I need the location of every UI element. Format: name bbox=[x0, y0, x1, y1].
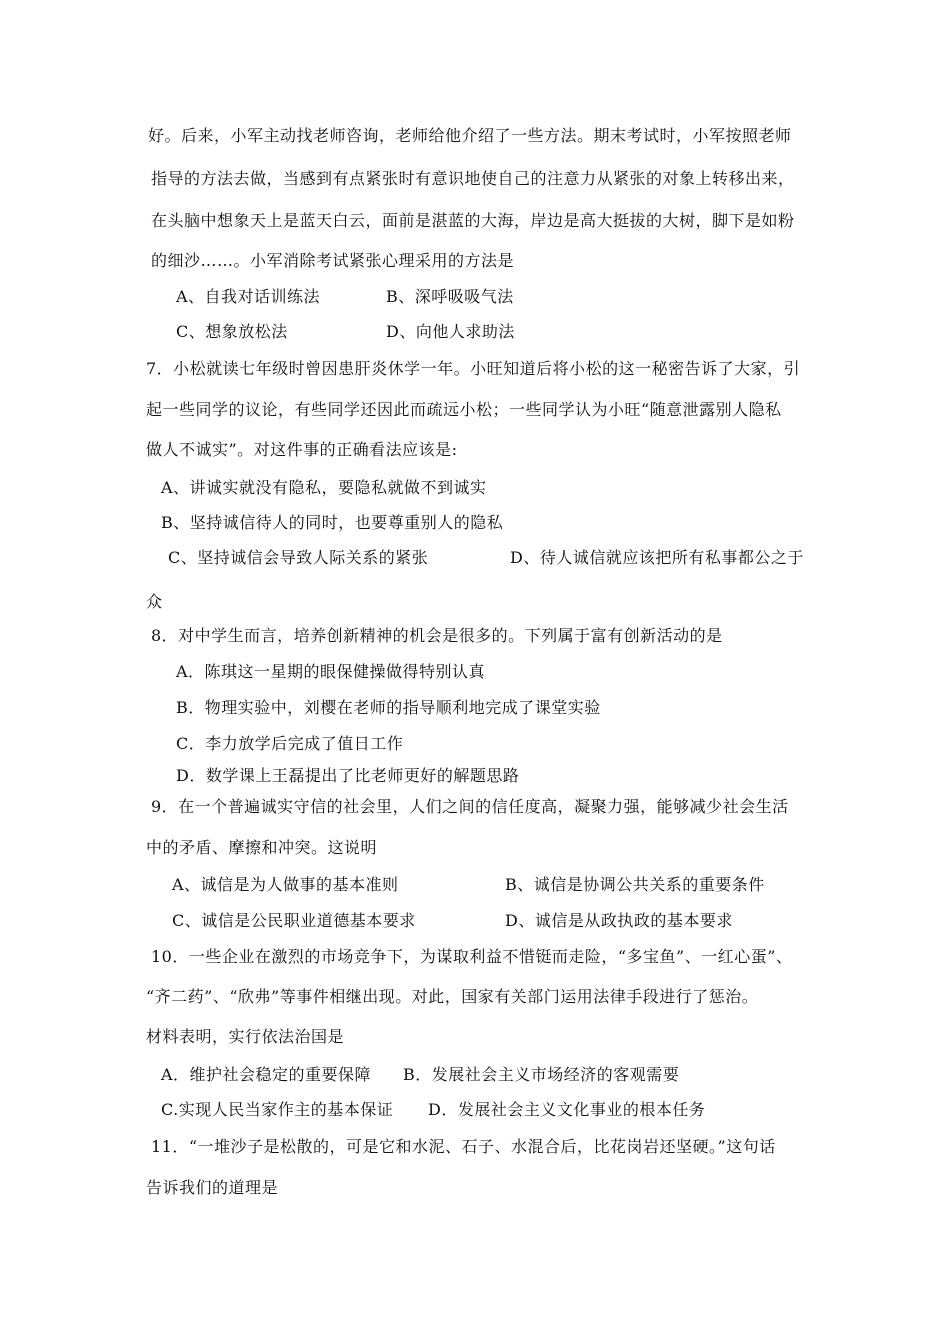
q6-stem-line-1: 好。后来，小军主动找老师咨询，老师给他介绍了一些方法。期末考试时，小军按照老师 bbox=[148, 126, 792, 145]
q9-option-b: B、诚信是协调公共关系的重要条件 bbox=[505, 875, 765, 894]
q6-option-d: D、向他人求助法 bbox=[386, 322, 515, 341]
q11-stem-line-1: 11．“一堆沙子是松散的，可是它和水泥、石子、水混合后，比花岗岩还坚硬。”这句话 bbox=[151, 1137, 776, 1156]
q7-option-d: D、待人诚信就应该把所有私事都公之于 bbox=[510, 548, 804, 567]
q8-option-b: B．物理实验中，刘樱在老师的指导顺利地完成了课堂实验 bbox=[176, 698, 601, 717]
q7-option-d-continued: 众 bbox=[146, 592, 163, 611]
q7-option-a: A、讲诚实就没有隐私，要隐私就做不到诚实 bbox=[161, 478, 487, 497]
q9-option-d: D、诚信是从政执政的基本要求 bbox=[505, 911, 733, 930]
q6-stem-line-3: 在头脑中想象天上是蓝天白云，面前是湛蓝的大海，岸边是高大挺拔的大树，脚下是如粉 bbox=[151, 211, 795, 230]
q7-stem-line-3: 做人不诚实”。对这件事的正确看法应该是: bbox=[146, 440, 458, 459]
q6-option-c: C、想象放松法 bbox=[176, 322, 288, 341]
q8-option-d: D．数学课上王磊提出了比老师更好的解题思路 bbox=[176, 766, 520, 785]
q10-option-b: B．发展社会主义市场经济的客观需要 bbox=[403, 1065, 680, 1084]
q9-stem-line-2: 中的矛盾、摩擦和冲突。这说明 bbox=[146, 838, 378, 857]
q9-option-a: A、诚信是为人做事的基本准则 bbox=[172, 875, 399, 894]
q8-option-c: C．李力放学后完成了值日工作 bbox=[176, 734, 404, 753]
q6-stem-line-4: 的细沙……。小军消除考试紧张心理采用的方法是 bbox=[151, 251, 515, 270]
q7-stem-line-2: 起一些同学的议论，有些同学还因此而疏远小松；一些同学认为小旺“随意泄露别人隐私 bbox=[146, 400, 782, 419]
q7-stem-line-1: 7．小松就读七年级时曾因患肝炎休学一年。小旺知道后将小松的这一秘密告诉了大家，引 bbox=[146, 359, 801, 378]
q10-stem-line-1: 10．一些企业在激烈的市场竞争下，为谋取利益不惜铤而走险，“多宝鱼”、一红心蛋”、 bbox=[151, 947, 793, 966]
q6-stem-line-2: 指导的方法去做，当感到有点紧张时有意识地使自己的注意力从紧张的对象上转移出来， bbox=[151, 169, 795, 188]
q6-option-a: A、自我对话训练法 bbox=[176, 287, 321, 306]
q10-option-d: D．发展社会主义文化事业的根本任务 bbox=[428, 1100, 706, 1119]
q10-option-a: A．维护社会稳定的重要保障 bbox=[161, 1065, 372, 1084]
q9-option-c: C、诚信是公民职业道德基本要求 bbox=[172, 911, 416, 930]
q9-stem-line-1: 9．在一个普遍诚实守信的社会里，人们之间的信任度高，凝聚力强，能够减少社会生活 bbox=[151, 797, 789, 816]
q7-option-c: C、坚持诚信会导致人际关系的紧张 bbox=[168, 548, 429, 567]
q8-stem: 8．对中学生而言，培养创新精神的机会是很多的。下列属于富有创新活动的是 bbox=[151, 626, 723, 645]
q10-stem-line-3: 材料表明，实行依法治国是 bbox=[146, 1027, 345, 1046]
q8-option-a: A．陈琪这一星期的眼保健操做得特别认真 bbox=[176, 662, 486, 681]
q7-option-b: B、坚持诚信待人的同时，也要尊重别人的隐私 bbox=[161, 513, 504, 532]
q11-stem-line-2: 告诉我们的道理是 bbox=[146, 1178, 279, 1197]
q10-option-c: C.实现人民当家作主的基本保证 bbox=[161, 1100, 394, 1119]
q6-option-b: B、深呼吸吸气法 bbox=[386, 287, 514, 306]
q10-stem-line-2: “齐二药”、“欣弗”等事件相继出现。对此，国家有关部门运用法律手段进行了惩治。 bbox=[146, 987, 759, 1006]
